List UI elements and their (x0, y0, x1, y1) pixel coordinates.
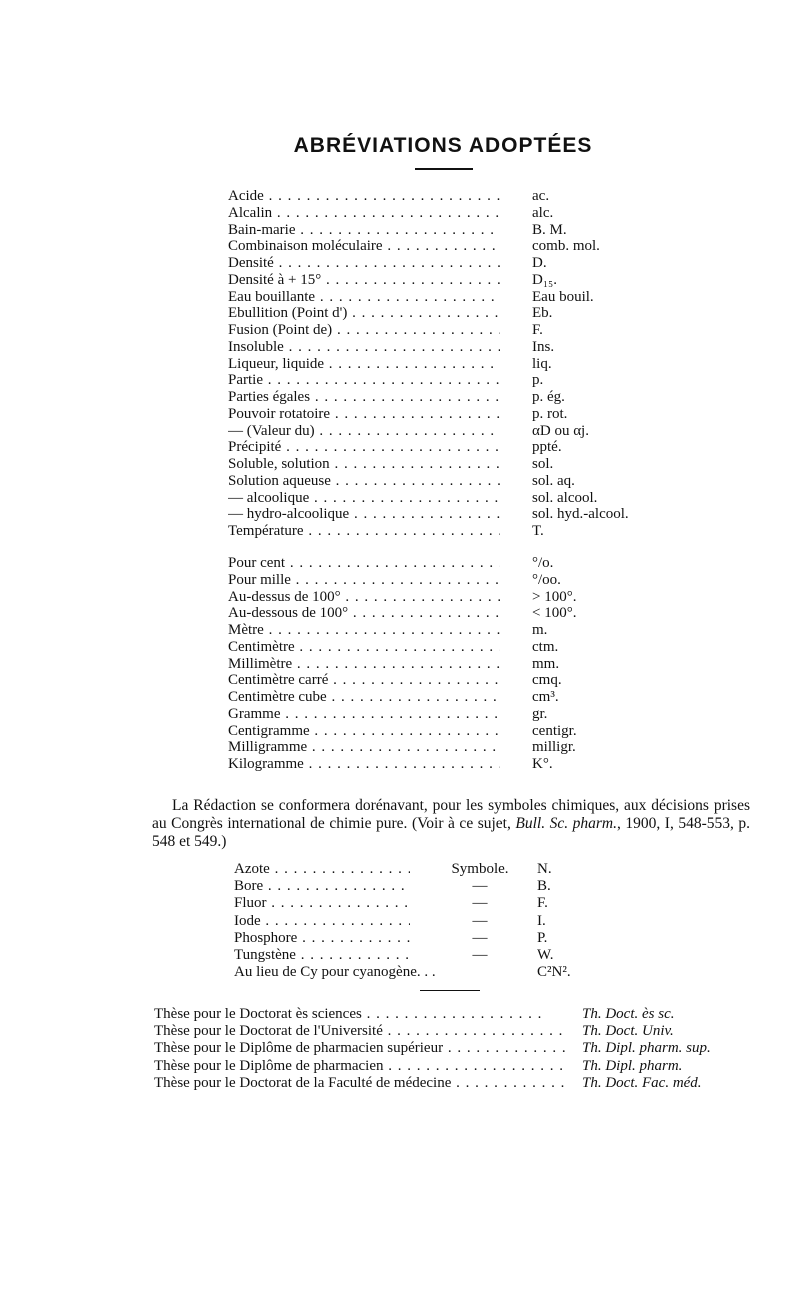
abbreviation-value: m. (532, 622, 548, 638)
abbreviation-row (228, 555, 688, 572)
element-symbol: N. (537, 861, 552, 877)
abbreviation-term: Densité . . . (228, 255, 500, 272)
element-name: Tungstène . . . (234, 947, 410, 964)
thesis-row (154, 1023, 774, 1040)
section-divider (420, 990, 480, 991)
abbreviation-value: sol. aq. (532, 472, 575, 489)
thesis-abbreviations-list (154, 1006, 774, 1092)
abbreviation-row (228, 406, 688, 423)
abbreviation-value: sol. hyd.-alcool. (532, 506, 629, 523)
symbol-column-marker: — (472, 912, 488, 929)
element-name: Iode . . . (234, 913, 410, 930)
thesis-abbreviation: Th. Doct. Fac. méd. (582, 1074, 702, 1091)
abbreviation-row (228, 322, 688, 339)
element-name: Au lieu de Cy pour cyanogène. . . (234, 964, 436, 981)
abbreviation-row (228, 356, 688, 373)
abbreviation-value: centigr. (532, 722, 577, 739)
abbreviation-term: Insoluble . . . (228, 339, 500, 356)
abbreviation-value: αD ou αj. (532, 422, 589, 439)
element-symbol: F. (537, 895, 548, 912)
abbreviations-list-units (228, 555, 688, 773)
abbreviation-term: Gramme . . . (228, 706, 500, 723)
abbreviation-row (228, 572, 688, 589)
abbreviation-row (228, 622, 688, 639)
abbreviation-value: comb. mol. (532, 238, 600, 255)
abbreviation-term: Partie . . . (228, 372, 500, 389)
abbreviation-value: p. (532, 372, 544, 389)
abbreviation-term: Ebullition (Point d') . . . (228, 305, 500, 322)
abbreviation-value: p. rot. (532, 405, 568, 422)
abbreviation-row (228, 656, 688, 673)
abbreviation-term: Kilogramme . . . (228, 756, 500, 773)
abbreviation-term: Centimètre cube . . . (228, 689, 500, 706)
element-name: Azote . . . (234, 861, 410, 878)
abbreviation-value: sol. alcool. (532, 489, 598, 506)
note-citation: Bull. Sc. pharm. (515, 815, 617, 832)
abbreviation-term: Solution aqueuse . . . (228, 473, 500, 490)
abbreviation-value: ppté. (532, 439, 562, 456)
thesis-row (154, 1040, 774, 1057)
abbreviation-term: Soluble, solution . . . (228, 456, 500, 473)
thesis-abbreviation: Th. Dipl. pharm. (582, 1057, 683, 1074)
abbreviations-list-general (228, 188, 688, 540)
abbreviation-term: Pour cent . . . (228, 555, 500, 572)
abbreviation-value: sol. (532, 456, 554, 472)
abbreviation-row (228, 289, 688, 306)
abbreviation-value: alc. (532, 204, 554, 221)
abbreviation-term: Mètre . . . (228, 622, 500, 639)
abbreviation-value: B. M. (532, 221, 567, 238)
symbol-row (234, 878, 634, 895)
abbreviation-row (228, 706, 688, 723)
thesis-row (154, 1075, 774, 1092)
abbreviation-row (228, 439, 688, 456)
symbol-row (234, 861, 634, 878)
abbreviation-term: Densité à + 15° . . . (228, 272, 500, 289)
symbol-row (234, 947, 634, 964)
abbreviation-term: — hydro-alcoolique . . . (228, 506, 500, 523)
thesis-title: Thèse pour le Diplôme de pharmacien supérieur . . . (154, 1040, 566, 1057)
abbreviation-row (228, 456, 688, 473)
abbreviation-value: Eb. (532, 305, 553, 322)
symbol-row (234, 913, 634, 930)
abbreviation-value: D. (532, 255, 547, 271)
symbol-row (234, 895, 634, 912)
abbreviation-term: Acide . . . (228, 188, 500, 205)
symbol-column-marker: — (472, 878, 488, 895)
abbreviation-row (228, 305, 688, 322)
editorial-note (152, 797, 750, 851)
abbreviation-row (228, 188, 688, 205)
thesis-title: Thèse pour le Doctorat de l'Université . . . (154, 1023, 566, 1040)
abbreviation-term: Centimètre carré . . . (228, 672, 500, 689)
symbol-row (234, 930, 634, 947)
abbreviation-row (228, 589, 688, 606)
abbreviation-row (228, 205, 688, 222)
element-symbol: I. (537, 912, 546, 929)
abbreviation-row (228, 523, 688, 540)
abbreviation-value: ctm. (532, 638, 559, 655)
symbol-column-marker: — (472, 929, 488, 946)
thesis-row (154, 1058, 774, 1075)
abbreviation-value: liq. (532, 355, 552, 372)
abbreviation-row (228, 222, 688, 239)
abbreviation-row (228, 389, 688, 406)
abbreviation-value: F. (532, 322, 543, 338)
abbreviation-value: > 100°. (532, 588, 577, 605)
abbreviation-row (228, 672, 688, 689)
abbreviation-row (228, 689, 688, 706)
note-text-1: La Rédaction se conformera dorénavant, pour les symboles chimiques, aux décisions prises au Congrès international de chimie pure. (Voir à ce sujet, (152, 797, 750, 832)
thesis-abbreviation: Th. Doct. ès sc. (582, 1006, 675, 1022)
element-symbol: W. (537, 946, 554, 963)
abbreviation-term: Combinaison moléculaire . . . (228, 238, 500, 255)
abbreviation-term: Précipité . . . (228, 439, 500, 456)
abbreviation-row (228, 506, 688, 523)
symbol-column-marker: — (472, 946, 488, 963)
abbreviation-term: Fusion (Point de) . . . (228, 322, 500, 339)
abbreviation-term: Alcalin . . . (228, 205, 500, 222)
abbreviation-value: cmq. (532, 672, 562, 689)
abbreviation-term: Parties égales . . . (228, 389, 500, 406)
abbreviation-value: D₁₅. (532, 271, 558, 288)
abbreviation-value: °/oo. (532, 571, 561, 588)
element-name: Bore . . . (234, 878, 410, 895)
abbreviation-row (228, 739, 688, 756)
symbol-column-marker: — (472, 895, 488, 912)
title-underline (415, 168, 473, 170)
abbreviation-term: — (Valeur du) . . . (228, 423, 500, 440)
abbreviation-value: cm³. (532, 689, 559, 705)
abbreviation-value: < 100°. (532, 605, 577, 622)
abbreviation-term: Pouvoir rotatoire . . . (228, 406, 500, 423)
abbreviation-row (228, 490, 688, 507)
abbreviation-row (228, 756, 688, 773)
abbreviation-row (228, 639, 688, 656)
symbol-column-marker: Symbole. (451, 861, 509, 877)
page-title: ABRÉVIATIONS ADOPTÉES (293, 134, 593, 157)
thesis-title: Thèse pour le Doctorat de la Faculté de médecine . . . (154, 1075, 566, 1092)
symbol-row (234, 964, 634, 981)
abbreviation-term: Liqueur, liquide . . . (228, 356, 500, 373)
abbreviation-term: Température . . . (228, 523, 500, 540)
abbreviation-term: Milligramme . . . (228, 739, 500, 756)
abbreviation-term: Eau bouillante . . . (228, 289, 500, 306)
abbreviation-value: K°. (532, 756, 553, 772)
abbreviation-row (228, 339, 688, 356)
element-name: Fluor . . . (234, 895, 410, 912)
abbreviation-value: T. (532, 523, 544, 539)
abbreviation-term: Pour mille . . . (228, 572, 500, 589)
abbreviation-term: Millimètre . . . (228, 656, 500, 673)
abbreviation-row (228, 423, 688, 440)
abbreviation-term: Bain-marie . . . (228, 222, 500, 239)
abbreviation-row (228, 723, 688, 740)
element-symbol: C²N². (537, 964, 571, 981)
abbreviation-term: Centigramme . . . (228, 723, 500, 740)
abbreviation-value: °/o. (532, 555, 554, 571)
thesis-abbreviation: Th. Dipl. pharm. sup. (582, 1040, 711, 1057)
abbreviation-value: Ins. (532, 338, 555, 355)
abbreviation-value: ac. (532, 188, 550, 204)
abbreviation-value: gr. (532, 705, 548, 722)
thesis-title: Thèse pour le Diplôme de pharmacien . . . (154, 1058, 566, 1075)
abbreviation-term: Au-dessus de 100° . . . (228, 589, 500, 606)
thesis-row (154, 1006, 774, 1023)
thesis-abbreviation: Th. Doct. Univ. (582, 1023, 674, 1040)
abbreviation-row (228, 605, 688, 622)
abbreviation-value: mm. (532, 655, 560, 672)
abbreviation-row (228, 372, 688, 389)
element-symbol: B. (537, 878, 551, 895)
abbreviation-value: Eau bouil. (532, 288, 594, 305)
chemical-symbols-list (234, 861, 634, 981)
element-name: Phosphore . . . (234, 930, 410, 947)
abbreviation-value: milligr. (532, 739, 576, 756)
abbreviation-term: Au-dessous de 100° . . . (228, 605, 500, 622)
abbreviation-row (228, 272, 688, 289)
abbreviation-value: p. ég. (532, 389, 565, 405)
abbreviation-row (228, 473, 688, 490)
element-symbol: P. (537, 929, 548, 946)
abbreviation-term: — alcoolique . . . (228, 490, 500, 507)
note-text-2: , 1900, I, 548-553, p. 548 et 549.) (152, 815, 751, 850)
abbreviation-term: Centimètre . . . (228, 639, 500, 656)
abbreviation-row (228, 255, 688, 272)
thesis-title: Thèse pour le Doctorat ès sciences . . . (154, 1006, 566, 1023)
abbreviation-row (228, 238, 688, 255)
